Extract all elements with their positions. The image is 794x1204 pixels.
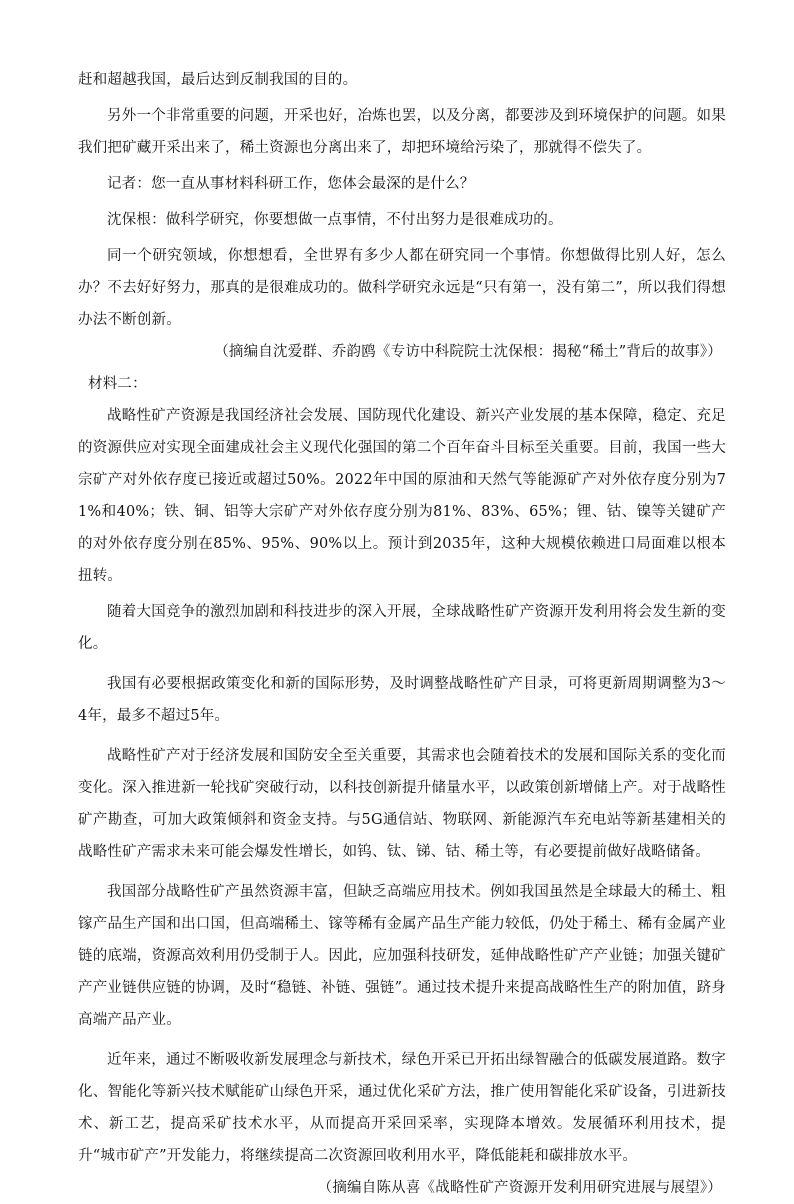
source-citation-2: （摘编自陈从喜《战略性矿产资源开发利用研究进展与展望》） (317, 1180, 722, 1196)
source-citation-1: （摘编自沈爱群、乔韵鸥《专访中科院院士沈保根：揭秘“稀土”背后的故事》） (214, 344, 722, 360)
document-body (78, 64, 726, 1204)
paragraph-environment: 另外一个非常重要的问题，开采也好，冶炼也罢，以及分离，都要涉及到环境保护的问题。如果我们把矿藏开采出来了，稀土资源也分离出来了，却把环境给污染了，那就得不偿失了。 (78, 108, 726, 156)
paragraph-exploration: 战略性矿产对于经济发展和国防安全至关重要，其需求也会随着技术的发展和国际关系的变化而变化。深入推进新一轮找矿突破行动，以科技创新提升储量水平，以政策创新增储上产。对于战略性矿产勘查，可加大政策倾斜和资金支持。与5G通信站、物联网、新能源汽车充电站等新基建相关的战略性矿产需求未来可能会爆发性增长，如钨、钛、锑、钴、稀土等，有必要提前做好战略储备。 (78, 748, 726, 860)
paragraph-green-mining: 近年来，通过不断吸收新发展理念与新技术，绿色开采已开拓出绿智融合的低碳发展道路。数字化、智能化等新兴技术赋能矿山绿色开采，通过优化采矿方法，推广使用智能化采矿设备，引进新技术、新工艺，提高采矿技术水平，从而提高开采回采率，实现降本增效。发展循环利用技术，提升“城市矿产”开发能力，将继续提高二次资源回收利用水平，降低能耗和碳排放水平。 (78, 1052, 726, 1164)
paragraph-research-innovation: 同一个研究领域，你想想看，全世界有多少人都在研究同一个事情。你想做得比别人好，怎么办？不去好好努力，那真的是很难成功的。做科学研究永远是“只有第一，没有第二”，所以我们得想办法不断创新。 (78, 248, 726, 328)
paragraph-high-end-tech: 我国部分战略性矿产虽然资源丰富，但缺乏高端应用技术。例如我国虽然是全球最大的稀土、粗镓产品生产国和出口国，但高端稀土、镓等稀有金属产品生产能力较低，仍处于稀土、稀有金属产业链的底端，资源高效利用仍受制于人。因此，应加强科技研发，延伸战略性矿产产业链；加强关键矿产产业链供应链的协调，及时“稳链、补链、强链”。通过技术提升来提高战略性生产的附加值，跻身高端产品产业。 (78, 884, 726, 1028)
paragraph-adjust-catalog: 我国有必要根据政策变化和新的国际形势，及时调整战略性矿产目录，可将更新周期调整为3～4年，最多不超过5年。 (78, 676, 726, 724)
paragraph-reporter-question: 记者：您一直从事材料科研工作，您体会最深的是什么？ (107, 176, 475, 192)
paragraph-shen-answer: 沈保根：做科学研究，你要想做一点事情，不付出努力是很难成功的。 (107, 212, 563, 228)
material-two-label: 材料二： (88, 376, 147, 392)
paragraph-continuation: 赶和超越我国，最后达到反制我国的目的。 (78, 72, 358, 88)
paragraph-global-changes: 随着大国竞争的激烈加剧和科技进步的深入开展，全球战略性矿产资源开发利用将会发生新的变化。 (78, 604, 726, 652)
paragraph-strategic-minerals: 战略性矿产资源是我国经济社会发展、国防现代化建设、新兴产业发展的基本保障，稳定、充足的资源供应对实现全面建成社会主义现代化强国的第二个百年奋斗目标至关重要。目前，我国一些大宗矿产对外依存度已接近或超过50%。2022年中国的原油和天然气等能源矿产对外依存度分别为71%和40%；铁、铜、铝等大宗矿产对外依存度分别为81%、83%、65%；锂、钴、镍等关键矿产的对外依存度分别在85%、95%、90%以上。预计到2035年，这种大规模依赖进口局面难以根本扭转。 (78, 408, 726, 584)
